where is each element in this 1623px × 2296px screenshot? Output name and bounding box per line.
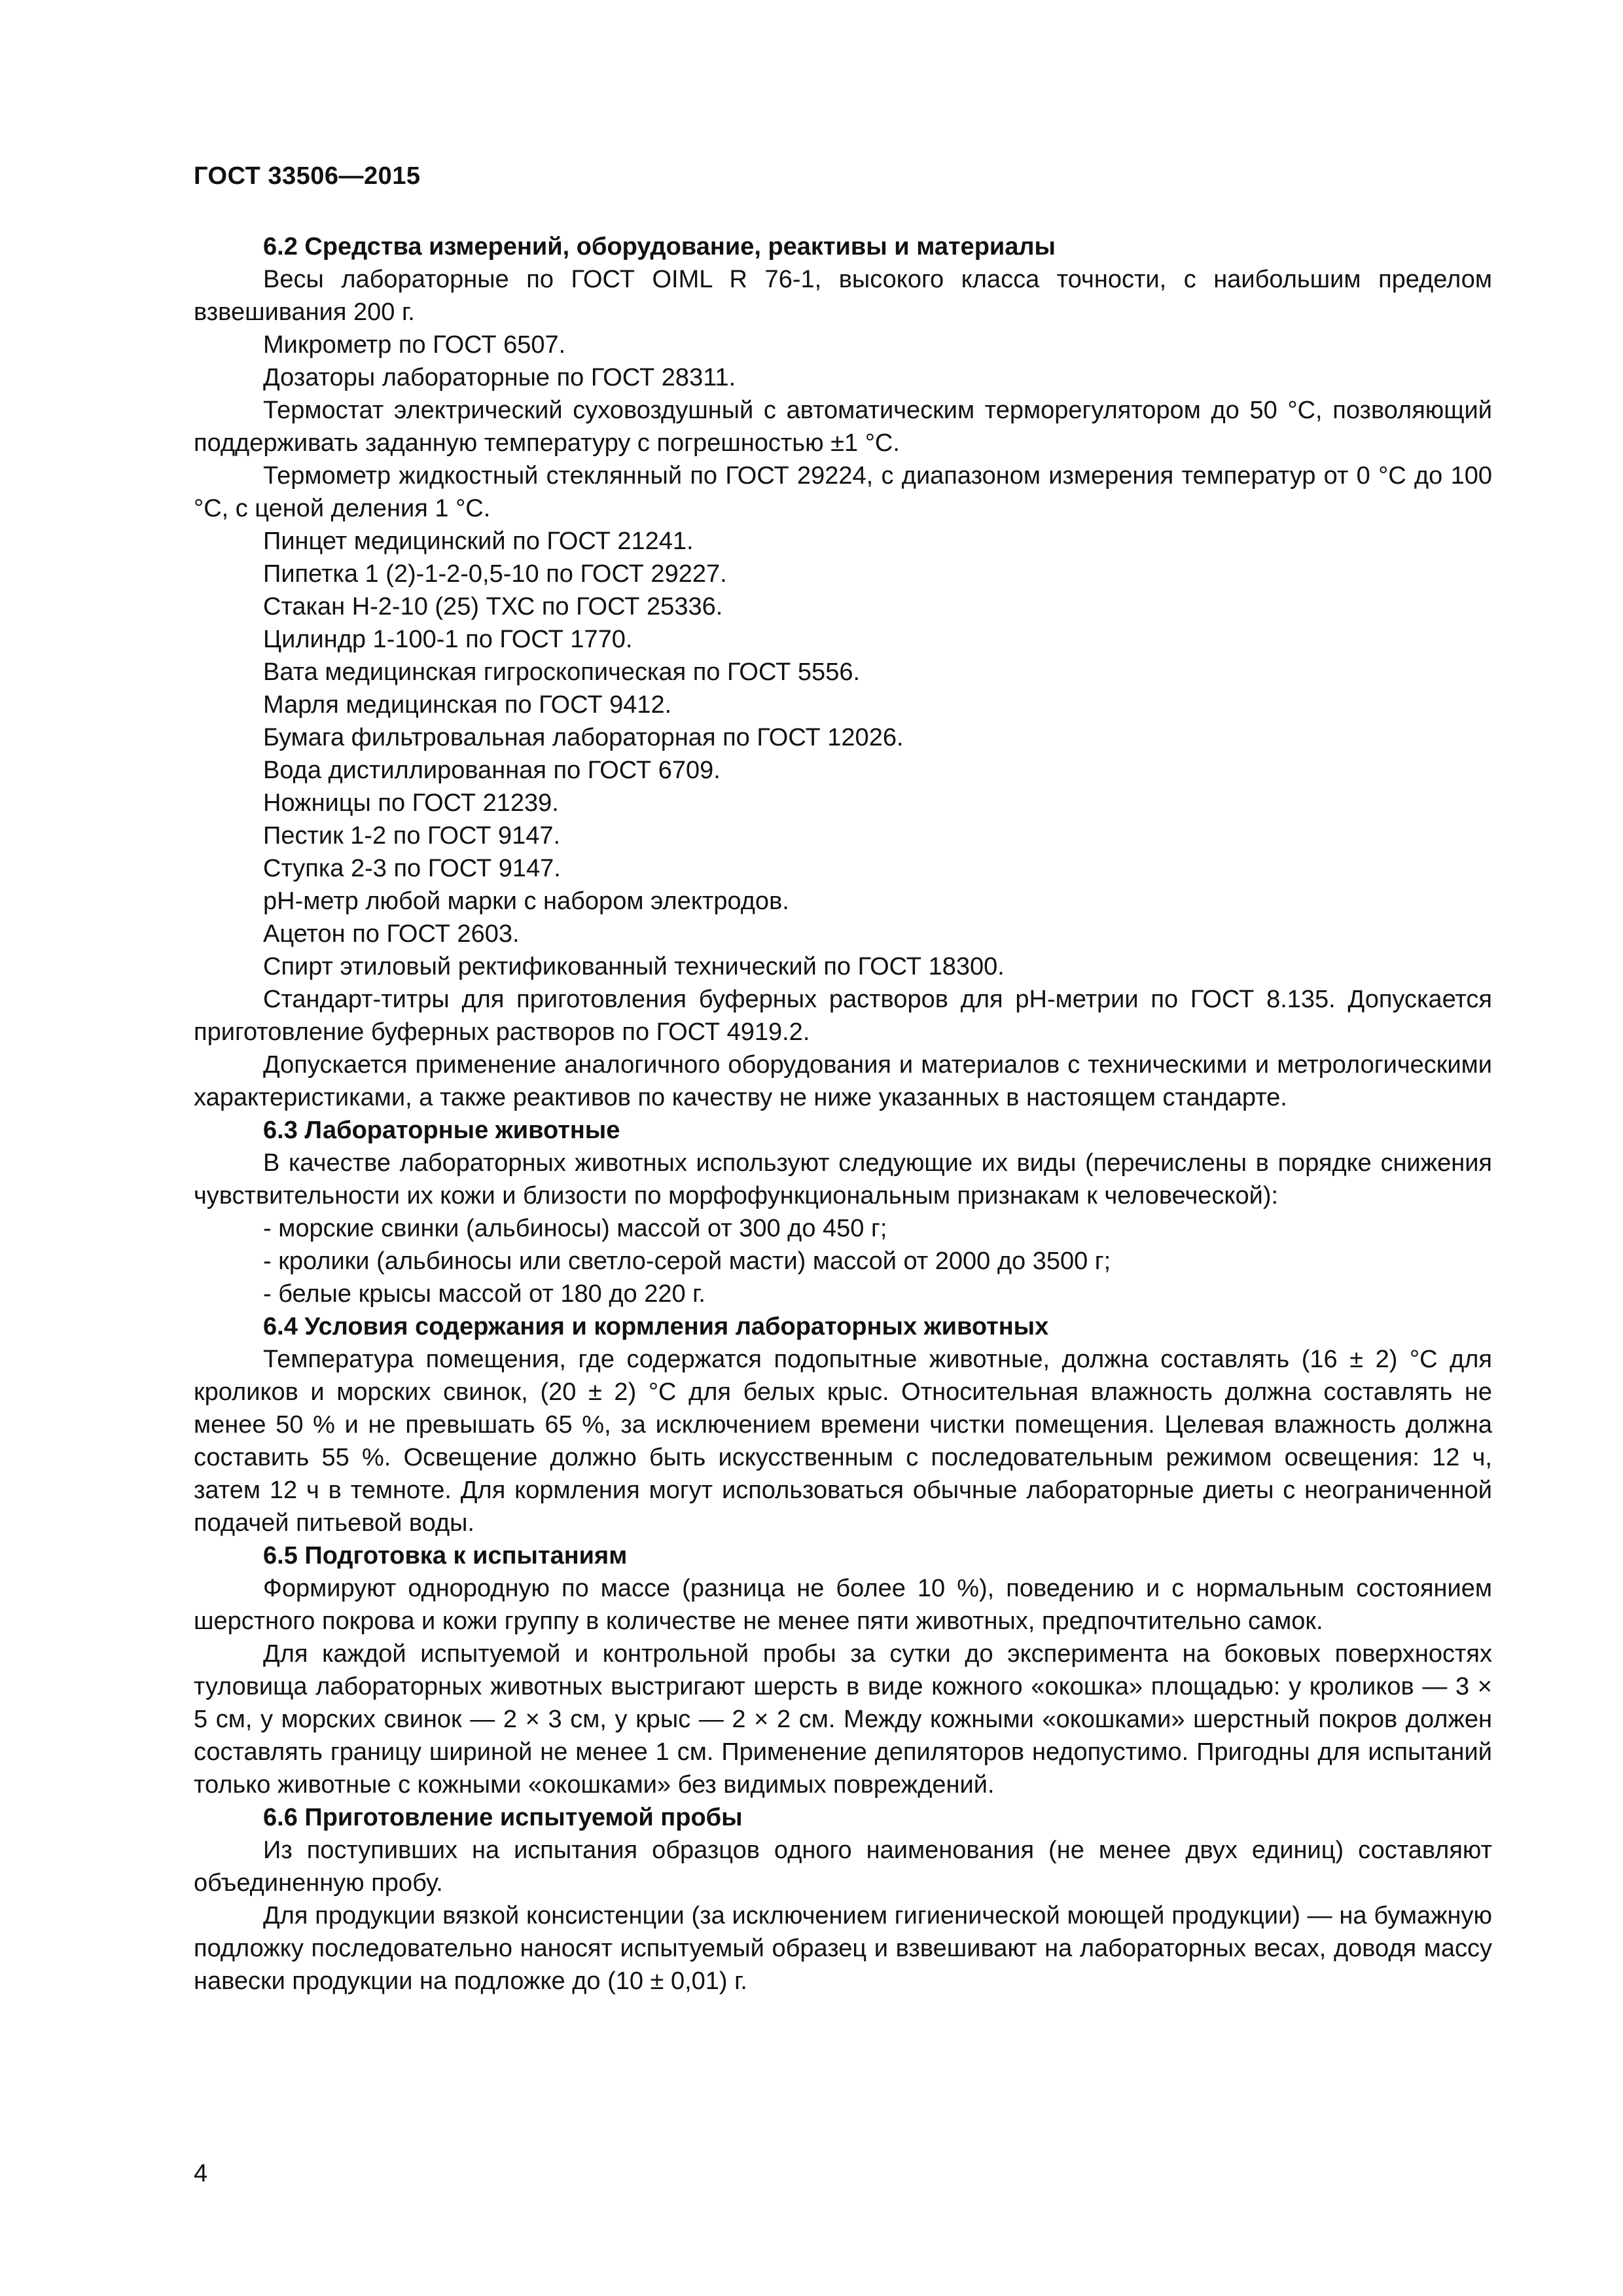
paragraph: Микрометр по ГОСТ 6507.	[263, 331, 566, 359]
paragraph: Пинцет медицинский по ГОСТ 21241.	[263, 528, 694, 555]
list-item: - кролики (альбиносы или светло-серой масти) массой от 2000 до 3500 г;	[263, 1247, 1111, 1275]
paragraph: Ступка 2-3 по ГОСТ 9147.	[263, 855, 561, 882]
section-6-2-title: 6.2 Средства измерений, оборудование, реактивы и материалы	[263, 233, 1056, 260]
paragraph: Спирт этиловый ректификованный технический по ГОСТ 18300.	[263, 953, 1005, 980]
paragraph: рН-метр любой марки с набором электродов.	[263, 888, 789, 915]
paragraph: Для каждой испытуемой и контрольной пробы за сутки до эксперимента на боковых поверхностях туловища лабораторных животных выстригают шерсть в виде кожного «окошка» площадью: у кроликов — 3 × 5 см, у морских свинок — 2 × 3 см, у крыс — 2 × 2 см. Между кожными «окошками» шерстный покров должен составлять границу шириной не менее 1 см. Применение депиляторов недопустимо. Пригодны для испытаний только животные с кожными «окошками» без видимых повреждений.	[194, 1640, 1492, 1799]
paragraph: Цилиндр 1-100-1 по ГОСТ 1770.	[263, 626, 633, 653]
paragraph: Бумага фильтровальная лабораторная по ГОСТ 12026.	[263, 724, 904, 751]
paragraph: Допускается применение аналогичного оборудования и материалов с техническими и метрологическими характеристиками, а также реактивов по качеству не ниже указанных в настоящем стандарте.	[194, 1051, 1492, 1111]
section-6-3-title: 6.3 Лабораторные животные	[263, 1117, 620, 1144]
paragraph: Пестик 1-2 по ГОСТ 9147.	[263, 822, 561, 850]
paragraph: Весы лабораторные по ГОСТ OIML R 76-1, высокого класса точности, с наибольшим пределом взвешивания 200 г.	[194, 266, 1492, 326]
paragraph: Стакан Н-2-10 (25) ТХС по ГОСТ 25336.	[263, 593, 723, 620]
section-6-5-title: 6.5 Подготовка к испытаниям	[263, 1542, 628, 1570]
list-item: - белые крысы массой от 180 до 220 г.	[263, 1280, 705, 1308]
paragraph: Температура помещения, где содержатся подопытные животные, должна составлять (16 ± 2) °С для кроликов и морских свинок, (20 ± 2) °С для белых крыс. Относительная влажность должна составлять не менее 50 % и не превышать 65 %, за исключением времени чистки помещения. Целевая влажность должна составить 55 %. Освещение должно быть искусственным с последовательным режимом освещения: 12 ч, затем 12 ч в темноте. Для кормления могут использоваться обычные лабораторные диеты с неограниченной подачей питьевой воды.	[194, 1346, 1492, 1537]
paragraph: Вода дистиллированная по ГОСТ 6709.	[263, 757, 721, 784]
paragraph: Дозаторы лабораторные по ГОСТ 28311.	[263, 364, 736, 391]
document-header: ГОСТ 33506—2015	[194, 162, 421, 190]
document-body	[194, 230, 1492, 1998]
paragraph: Из поступивших на испытания образцов одного наименования (не менее двух единиц) составляют объединенную пробу.	[194, 1837, 1492, 1897]
page-number: 4	[194, 2160, 208, 2187]
paragraph: Термометр жидкостный стеклянный по ГОСТ 29224, с диапазоном измерения температур от 0 °С до 100 °С, с ценой деления 1 °С.	[194, 462, 1492, 522]
section-6-6-title: 6.6 Приготовление испытуемой пробы	[263, 1804, 743, 1831]
list-item: - морские свинки (альбиносы) массой от 300 до 450 г;	[263, 1215, 887, 1242]
paragraph: В качестве лабораторных животных используют следующие их виды (перечислены в порядке снижения чувствительности их кожи и близости по морфофункциональным признакам к человеческой):	[194, 1149, 1492, 1210]
paragraph: Для продукции вязкой консистенции (за исключением гигиенической моющей продукции) — на бумажную подложку последовательно наносят испытуемый образец и взвешивают на лабораторных весах, доводя массу навески продукции на подложке до (10 ± 0,01) г.	[194, 1902, 1492, 1995]
paragraph: Формируют однородную по массе (разница не более 10 %), поведению и с нормальным состоянием шерстного покрова и кожи группу в количестве не менее пяти животных, предпочтительно самок.	[194, 1575, 1492, 1635]
paragraph: Стандарт-титры для приготовления буферных растворов для рН-метрии по ГОСТ 8.135. Допускается приготовление буферных растворов по ГОСТ 4919.2.	[194, 986, 1492, 1046]
paragraph: Пипетка 1 (2)-1-2-0,5-10 по ГОСТ 29227.	[263, 560, 727, 588]
paragraph: Вата медицинская гигроскопическая по ГОСТ 5556.	[263, 658, 861, 686]
paragraph: Ацетон по ГОСТ 2603.	[263, 920, 520, 948]
paragraph: Термостат электрический суховоздушный с автоматическим терморегулятором до 50 °С, позволяющий поддерживать заданную температуру с погрешностью ±1 °С.	[194, 397, 1492, 457]
section-6-4-title: 6.4 Условия содержания и кормления лабораторных животных	[263, 1313, 1049, 1340]
paragraph: Марля медицинская по ГОСТ 9412.	[263, 691, 672, 719]
paragraph: Ножницы по ГОСТ 21239.	[263, 789, 559, 817]
